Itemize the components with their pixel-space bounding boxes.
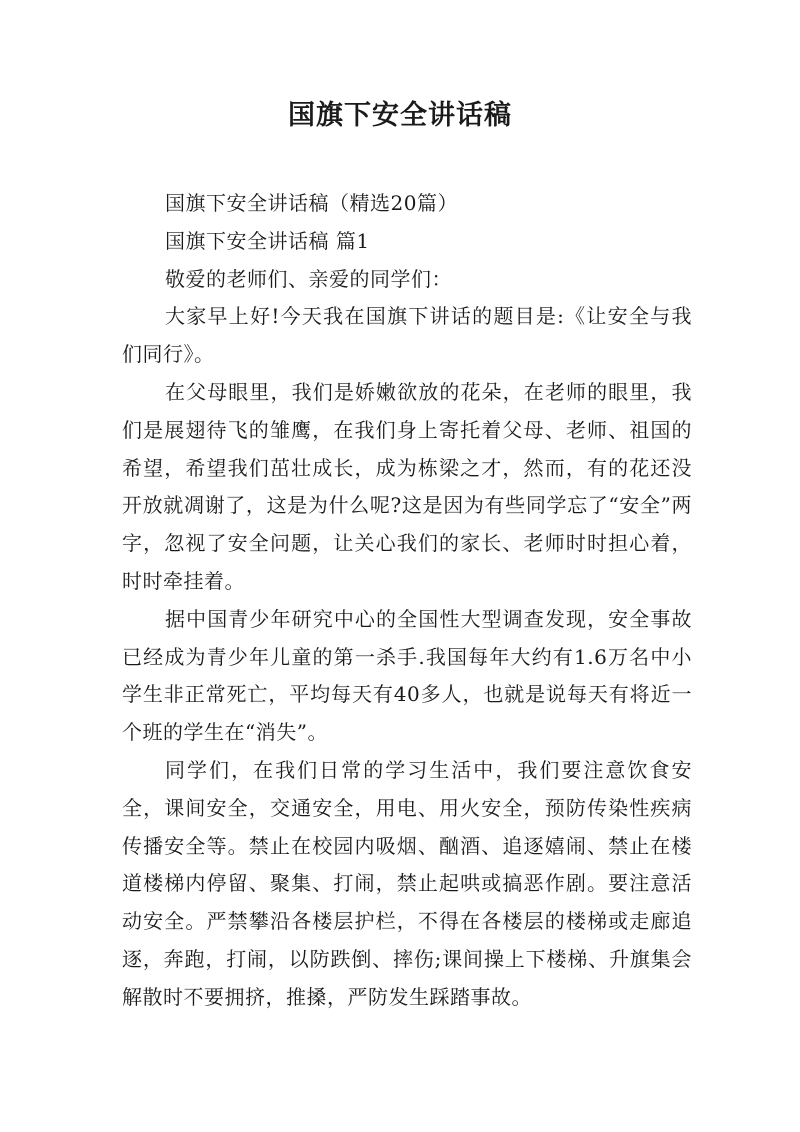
paragraph-body: 据中国青少年研究中心的全国性大型调查发现，安全事故已经成为青少年儿童的第一杀手.我国每年大约有1.6万名中小学生非正常死亡，平均每天有40多人，也就是说每天有将近一个班的学生在“消失”。 bbox=[122, 606, 692, 745]
paragraph-salutation: 敬爱的老师们、亲爱的同学们： bbox=[165, 266, 452, 291]
paragraph-body: 同学们，在我们日常的学习生活中，我们要注意饮食安全，课间安全，交通安全，用电、用火安全，预防传染性疾病传播安全等。禁止在校园内吸烟、酗酒、追逐嬉闹、禁止在楼道楼梯内停留、聚集、打闹，禁止起哄或搞恶作剧。要注意活动安全。严禁攀沿各楼层护栏，不得在各楼层的楼梯或走廊追逐，奔跑，打闹，以防跌倒、摔伤;课间操上下楼梯、升旗集会解散时不要拥挤，推搡，严防发生踩踏事故。 bbox=[122, 757, 692, 1009]
paragraph-subtitle: 国旗下安全讲话稿（精选20篇） bbox=[165, 191, 458, 215]
document-body bbox=[122, 185, 692, 1017]
paragraph-greeting: 大家早上好!今天我在国旗下讲话的题目是:《让安全与我们同行》。 bbox=[122, 304, 692, 367]
document-title: 国旗下安全讲话稿 bbox=[288, 100, 512, 131]
paragraph-body: 在父母眼里，我们是娇嫩欲放的花朵，在老师的眼里，我们是展翅待飞的雏鹰，在我们身上寄托着父母、老师、祖国的希望，希望我们茁壮成长，成为栋梁之才，然而，有的花还没开放就凋谢了，这是为什么呢?这是因为有些同学忘了“安全”两字，忽视了安全问题，让关心我们的家长、老师时时担心着，时时牵挂着。 bbox=[122, 379, 692, 593]
paragraph-section-heading: 国旗下安全讲话稿 篇1 bbox=[165, 228, 370, 253]
